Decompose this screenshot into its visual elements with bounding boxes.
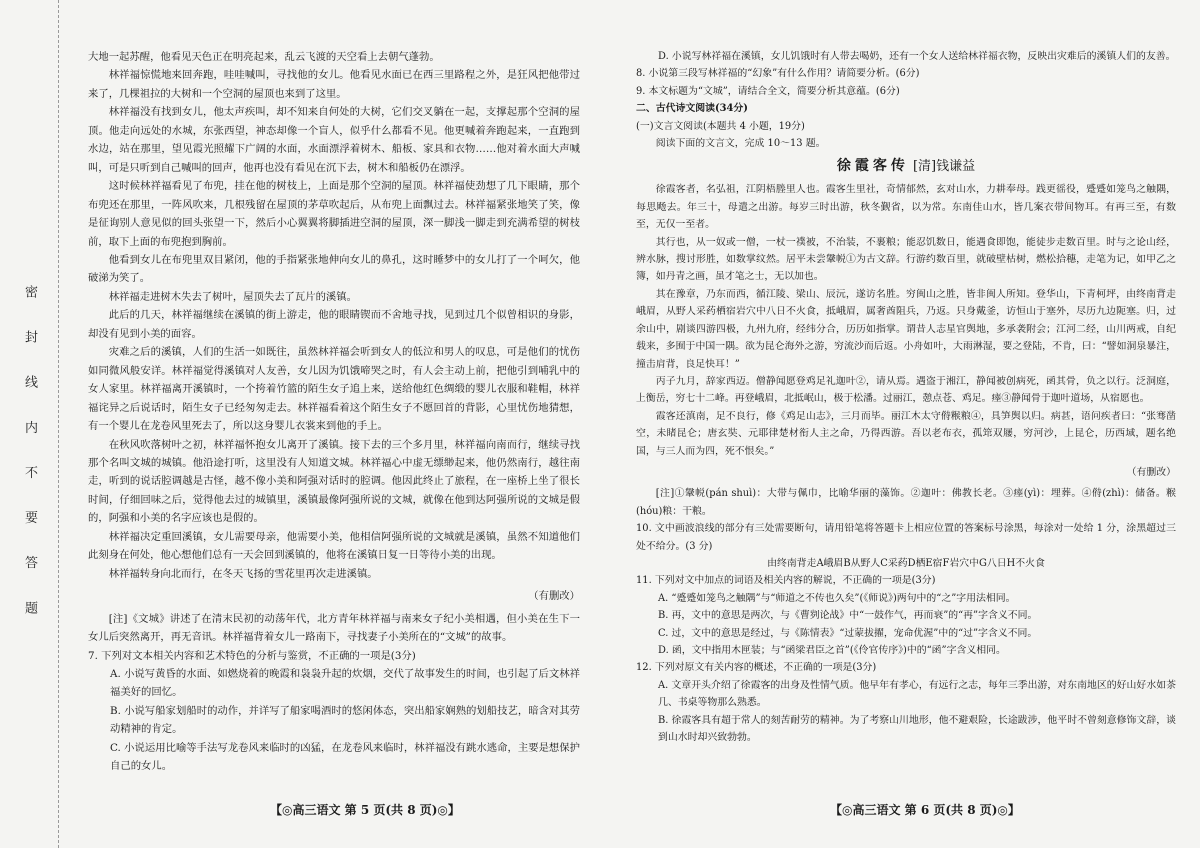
question-11-option-d: D. 函，文中指用木匣装；与“函梁君臣之首”(《伶官传序》)中的“函”字含义相同。 [658,645,1006,656]
page-footer: 【◎高三语文 第 6 页(共 8 页)◎】 [830,803,1020,817]
question-11-option-a: A. “蹙蹙如笼鸟之触隅”与“师道之不传也久矣”(《师说》)两句中的“之”字用法相同。 [658,592,1016,604]
question-12-stem: 12. 下列对原文有关内容的概述，不正确的一项是(3分) [636,662,877,674]
question-8: 8. 小说第三段写林祥福的“幻象”有什么作用？请简要分析。(6分) [636,68,920,80]
question-11-stem: 11. 下列对文中加点的词语及相关内容的解说，不正确的一项是(3分) [636,575,936,587]
question-10-stem: 10. 文中画波浪线的部分有三处需要断句，请用铅笔将答题卡上相应位置的答案标号涂黑，每涂对一处给 1 分，涂黑超过三处不给分。(3 分) [636,523,1176,552]
right-page [600,0,1200,848]
right-column [636,48,1176,746]
left-column [88,48,580,776]
passage-paragraph: 林祥福惊慌地来回奔跑，哇哇喊叫，寻找他的女儿。他看见水面已在西三里路程之外，是狂风把他带过来了，几棵祖拉的大树和一个空洞的屋顶也来到了这里。 [88,69,580,100]
classical-paragraph: 其在豫章，乃东而西，循江陵、梁山、辰沅，遂访名胜。穷闽山之胜，皆非闽人所知。登华山，下青柯坪，由终南背走峨眉，从野人采药栖宿岩穴中八日不火食，抵峨眉，属奢酋阻兵，乃返。只身戴釜，访恒山于塞外，尽历九边阨塞。归，过余山中，剧谈四游四极，九州九府，经纬分合，历历如指掌。谓昔人志星官舆地，多承袭附会；江河二经，山川两戒，自纪载来，多囿于中国一隅。欲为昆仑海外之游，穷流沙而后返。小舟如叶，大雨淋湿，要之登陆，不肯，曰：“譬如洞泉暴注，撞击肩背，良足快耳！” [636,288,1176,370]
subsection-heading: (一)文言文阅读(本题共 4 小题，19分) [636,120,805,132]
classical-paragraph: 霞客还滇南，足不良行，修《鸡足山志》，三月而毕。丽江木太守偫糇粮④，具笋舆以归。病甚，语问疾者曰：“张骞凿空，未睹昆仑；唐玄奘、元耶律楚材衔人主之命，乃得西游。吾以老布衣，孤筇双屦，穷河沙，上昆仑，历西域，题名绝国，与三人而为四，死不恨矣。” [636,410,1176,457]
question-9: 9. 本文标题为“文城”，请结合全文，简要分析其意蕴。(6分) [636,85,900,97]
passage-paragraph: 林祥福转身向北而行，在冬天飞扬的雪花里再次走进溪镇。 [108,567,378,580]
classical-title-line [636,154,1176,179]
passage-paragraph: 灾难之后的溪镇，人们的生活一如既往，虽然林祥福会听到女人的低泣和男人的叹息，可是他们的忧伤如同微风般安详。林祥福觉得溪镇对人友善，女儿因为饥饿啼哭之时，有人会主动上前，把他引到哺乳中的女人家里。林祥福离开溪镇时，一个挎着竹篮的陌生女子追上来，送给他红色绸缎的婴儿衣服和鞋帽，林祥福诧异之后说话时，陌生女子已经匆匆走去。林祥福看着这个陌生女子不愿回首的背影，心里忧伤地猜想，有一个婴儿在龙卷风里死去了，所以这身婴儿衣裳来到他的手上。 [88,346,580,433]
passage-paragraph: 此后的几天，林祥福继续在溪镇的街上游走，他的眼睛锲而不舍地寻找，见到过几个似曾相识的身影，却没有见到小美的面容。 [88,309,580,340]
source-note: （有删改） [528,590,580,603]
classical-paragraph: 徐霞客者，名弘祖，江阴梧塍里人也。霞客生里社，奇情郁然，玄对山水，力耕奉母。践更徭役，蹙蹙如笼鸟之触隅，每思飏去。年三十，母遣之出游。每岁三时出游，秋冬觐省，以为常。东南佳山水，皆几案衣带间物耳。有再三至，有数至，无仅一至者。 [636,184,1176,231]
annotation: [注]《文城》讲述了在清末民初的动荡年代，北方青年林祥福与南来女子纪小美相遇，但小美在生下一女儿后突然离开，再无音讯。林祥福背着女儿一路南下，寻找妻子小美所在的“文城”的故事。 [88,612,580,644]
reading-instruction: 阅读下面的文言文，完成 10～13 题。 [655,138,826,150]
section-heading: 二、古代诗文阅读(34分) [636,103,748,115]
question-11-option-c: C. 过，文中的意思是经过，与《陈情表》“过蒙拔擢，宠命优渥”中的“过”字含义不同。 [658,627,1038,639]
question-12-option-a: A. 文章开头介绍了徐霞客的出身及性情气质。他早年有孝心，有远行之志，每年三季出游，对东南地区的好山好水如茶几、书桌等物那么熟悉。 [658,679,1176,709]
source-note: （有删改） [1126,466,1176,478]
passage-paragraph: 大地一起苏醒，他看见天色正在明亮起来，乱云飞渡的天空看上去朝气蓬勃。 [88,51,440,63]
seal-line-gutter [0,0,59,848]
question-7-option-d: D. 小说写林祥福在溪镇，女儿饥饿时有人带去喝奶，还有一个女人送给林祥福衣物，反映出灾难后的溪镇人们的友善。 [658,51,1176,62]
question-7-option-c: C. 小说运用比喻等手法写龙卷风来临时的凶猛，在龙卷风来临时，林祥福没有跳水逃命，主要是想保护自己的女儿。 [110,741,580,773]
classical-paragraph: 丙子九月，辞家西迈。僧静闻愿登鸡足礼迦叶②，请从焉。遇盗于湘江，静闻被创病死，函其骨，负之以行。泛洞庭，上衡岳，穷七十二峰。再登峨眉，北抵岷山，极于松潘。过丽江，憩点苍、鸡足。瘗③静闻骨于迦叶道场，从宿愿也。 [636,375,1176,405]
passage-paragraph: 在秋风吹落树叶之初，林祥福怀抱女儿离开了溪镇。接下去的三个多月里，林祥福向南而行，继续寻找那个名叫文城的城镇。他沿途打听，这里没有人知道文城。林祥福心中虚无缥缈起来，他仍然南行，越往南走，听到的说话腔调越是古怪，越不像小美和阿强对话时的腔调。他因此终止了旅程，在一座桥上坐了很长时间，仔细回味之后，觉得他去过的城镇里，溪镇最像阿强所说的文城，就像在他到达阿强所说的文城是假的，阿强和小美的名字应该也是假的。 [88,438,580,525]
question-12-option-b: B. 徐霞客具有超于常人的刻苦耐劳的精神。为了考察山川地形，他不避艰险，长途跋涉，他平时不曾刻意修饰文辞，谈到山水时却兴致勃勃。 [658,714,1176,744]
passage-paragraph: 林祥福没有找到女儿，他太声疾叫，却不知来自何处的大树，它们交叉躺在一起，支撑起那个空洞的屋顶。他走向远处的水城，东张西望，神态却像一个盲人，似乎什么都看不见。他更喊着奔跑起来，一直跑到水边，站在那里，望见霞光照耀下广阔的水面，水面漂浮着树木、船板、家具和衣物……他对着水面大声喊叫，可是只听到自己喊叫的回声，他再也没有看见在沉下去，树木和船板仍在漂浮。 [88,106,580,174]
question-7-option-b: B. 小说写船家划船时的动作，并详写了船家喝酒时的悠闲体态，突出船家娴熟的划船技艺，暗含对其劳动精神的肯定。 [110,704,580,736]
classical-title: 徐霞客传 [836,158,909,175]
passage-paragraph: 这时候林祥福看见了布兜，挂在他的树枝上，上面是那个空洞的屋顶。林祥福使劲想了几下眼睛，那个布兜还在那里，一阵风吹来，几根残留在屋顶的茅草吹起后，从布兜上面飘过去。林祥福紧张地笑了笑，像是征询别人意见似的回头张望一下，然后小心翼翼将脚插进空洞的屋顶，深一脚浅一脚走到充满希望的树枝前，取下上面的布兜抱到胸前。 [88,180,580,248]
question-10-sentence: 由终南背走A峨眉B从野人C采药D栖E宿F岩穴中G八日H不火食 [767,557,1045,569]
classical-paragraph: 其行也，从一奴或一僧，一杖一襆被，不治装，不裹粮；能忍饥数日，能遇食即饱，能徒步走数百里。时与之论山经，辨水脉，搜讨形胜，如数掌纹然。居平未尝鞶帨①为古文辞。行游约数百里，就破壁枯树，燃松拾穗，走笔为记，如甲乙之簿，如丹青之画，虽才笔之士，无以加也。 [636,236,1176,283]
question-7-option-a: A. 小说写黄昏的水面、如燃烧着的晚霞和袅袅升起的炊烟，交代了故事发生的时间，也引起了后文林祥福美好的回忆。 [110,667,580,699]
classical-author: [清]钱谦益 [912,159,976,175]
annotation: [注]①鞶帨(pán shuì)：大带与佩巾，比喻华丽的藻饰。②迦叶：佛教长老。③瘗(yì)：埋葬。④偫(zhì)：储备。糇(hóu)粮：干粮。 [636,488,1176,517]
passage-paragraph: 林祥福走进树木失去了树叶，屋顶失去了瓦片的溪镇。 [108,290,357,303]
question-11-option-b: B. 再，文中的意思是两次，与《曹刿论战》中“一鼓作气，再而衰”的“再”字含义不同。 [658,610,1038,622]
passage-paragraph: 林祥福决定重回溪镇，女儿需要母亲，他需要小美，他相信阿强所说的文城就是溪镇，虽然不知道他们此刻身在何处，他心想他们总有一天会回到溪镇的，他将在溪镇日复一日等待小美的出现。 [88,530,580,562]
seal-line-notice: 密 封 线 内 不 要 答 题 [22,285,37,628]
passage-paragraph: 他看到女儿在布兜里双目紧闭，他的手指紧张地伸向女儿的鼻孔，这时睡梦中的女儿打了一个呵欠，他破涕为笑了。 [88,253,580,285]
question-7-stem: 7. 下列对文本相关内容和艺术特色的分析与鉴赏，不正确的一项是(3分) [88,649,416,662]
page-footer: 【◎高三语文 第 5 页(共 8 页)◎】 [270,803,460,817]
